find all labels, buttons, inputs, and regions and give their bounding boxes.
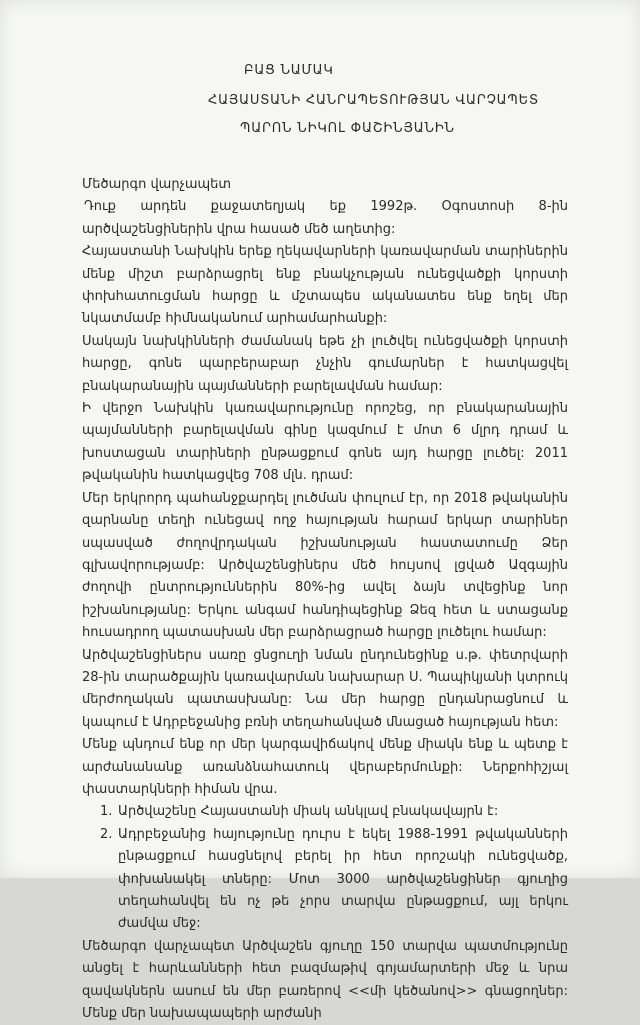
- letter-paragraph-8: Մեծարգո վարչապետ Արծվաշեն գյուղը 150 տարվա պատմությունը անցել է հարևանների հետ բազմաթիվ գոյամարտերի մեջ և նրա զավակներն ասում են մեր բառերով <<մի կեծանով>> գնացողներ: Մենք մեր նախապապերի արժանի: [82, 938, 568, 1022]
- letter-heading-addressee-name: ՊԱՐՈՆ ՆԻԿՈԼ ՓԱՇԻՆՅԱՆԻՆ: [240, 121, 455, 136]
- letter-paragraph-4: Ի վերջո Նախկին կառավարությունը որոշեց, որ բնակարանային պայմանների բարելավման գինը կազմում է մոտ 6 մլրդ դրամ և խոստացան տարիների ընթացքում գոնե այդ հարցը լուծել: 2011 թվականին հատկացվեց 708 մլն. դրամ:: [82, 401, 568, 484]
- letter-paragraph-1: Դուք արդեն քաջատեղյակ եք 1992թ. Օգոստոսի 8-ին արծվաշենցիներին վրա հասած մեծ աղետից:: [82, 199, 568, 237]
- list-item: [82, 824, 568, 936]
- letter-body: [82, 174, 568, 1025]
- list-item-number: 1.: [100, 804, 113, 820]
- letter-heading-open-letter: ԲԱՑ ՆԱՄԱԿ: [244, 63, 334, 78]
- list-item-text: Արծվաշենը Հայաստանի միակ անկլավ բնակավայրն է:: [118, 804, 499, 820]
- letter-paragraph-3: Սակայն նախկինների ժամանակ եթե չի լուծվել ունեցվածքի կորստի հարցը, գոնե պարբերաբար չնչին գումարներ է հատկացվել բնակարանային պայմանների բարելավման համար:: [82, 333, 568, 394]
- letter-paragraph-7: Մենք պնդում ենք որ մեր կարգավիճակով մենք միակն ենք և պետք է արժանանանք առանձնահատուկ վերաբերմունքի: Ներքոհիշյալ փաստարկների հիման վրա.: [82, 737, 568, 797]
- letter-heading-addressee-title: ՀԱՅԱՍՏԱՆԻ ՀԱՆՐԱՊԵՏՈՒԹՅԱՆ ՎԱՐՉԱՊԵՏ: [208, 93, 539, 108]
- letter-paragraph-2: Հայաստանի Նախկին երեք ղեկավարների կառավարման տարիներին մենք միշտ բարձրացրել ենք բնակչության ունեցվածքի կորստի փոխհատուցման հարցը և մշտապես ականատես ենք եղել մեր նկատմամբ հիմնականում արհամարհանքի:: [82, 244, 568, 327]
- list-item-number: 2.: [100, 826, 113, 842]
- letter-paragraph-5: Մեր երկրորդ պահանջքարդել լուծման փուլում էր, որ 2018 թվականին զարնանը տեղի ունեցավ ողջ հայության հարամ երկար տարիներ սպասված ժողովրդական իշխանության հաստատումը Ձեր գլխավորությամբ: Արծվաշենցիներս մեծ հույսով լցված Ազգային ժողովի ընտրություններին 80%-ից ավել ձայն տվեցինք նոր իշխանությանը: Երկու անգամ հանդիպեցինք Ձեզ հետ և ստացանք հուսադրող պատասխան մեր բարձրացրած հարցը լուծելու համար:: [82, 490, 568, 641]
- letter-salutation: Մեծարգո վարչապետ: [82, 177, 232, 192]
- argument-list: [82, 801, 568, 935]
- list-item: [82, 801, 568, 823]
- list-item-text: Ադրբեջանից հայությունը դուրս է եկել 1988-1991 թվականների ընթացքում հասցնելով բերել իր հետ որոշակի ունեցվածք, փոխանակել տները: Մոտ 3000 արծվաշենցիներ գյուղից տեղահանվել են ոչ թե չորս տարվա ընթացքում, այլ երկու ժամվա մեջ:: [118, 826, 568, 932]
- letter-paragraph-6: Արծվաշենցիներս սառը ցնցուղի նման ընդունեցինք ս.թ. փետրվարի 28-ին տարածքային կառավարման նախարար Ս. Պապիկյանի կտրուկ մերժողական պատասխանը: Նա մեր հարցը ընդանրացնում և կապում է Ադրբեջանից բռնի տեղահանված մնացած հայության հետ:: [82, 647, 568, 730]
